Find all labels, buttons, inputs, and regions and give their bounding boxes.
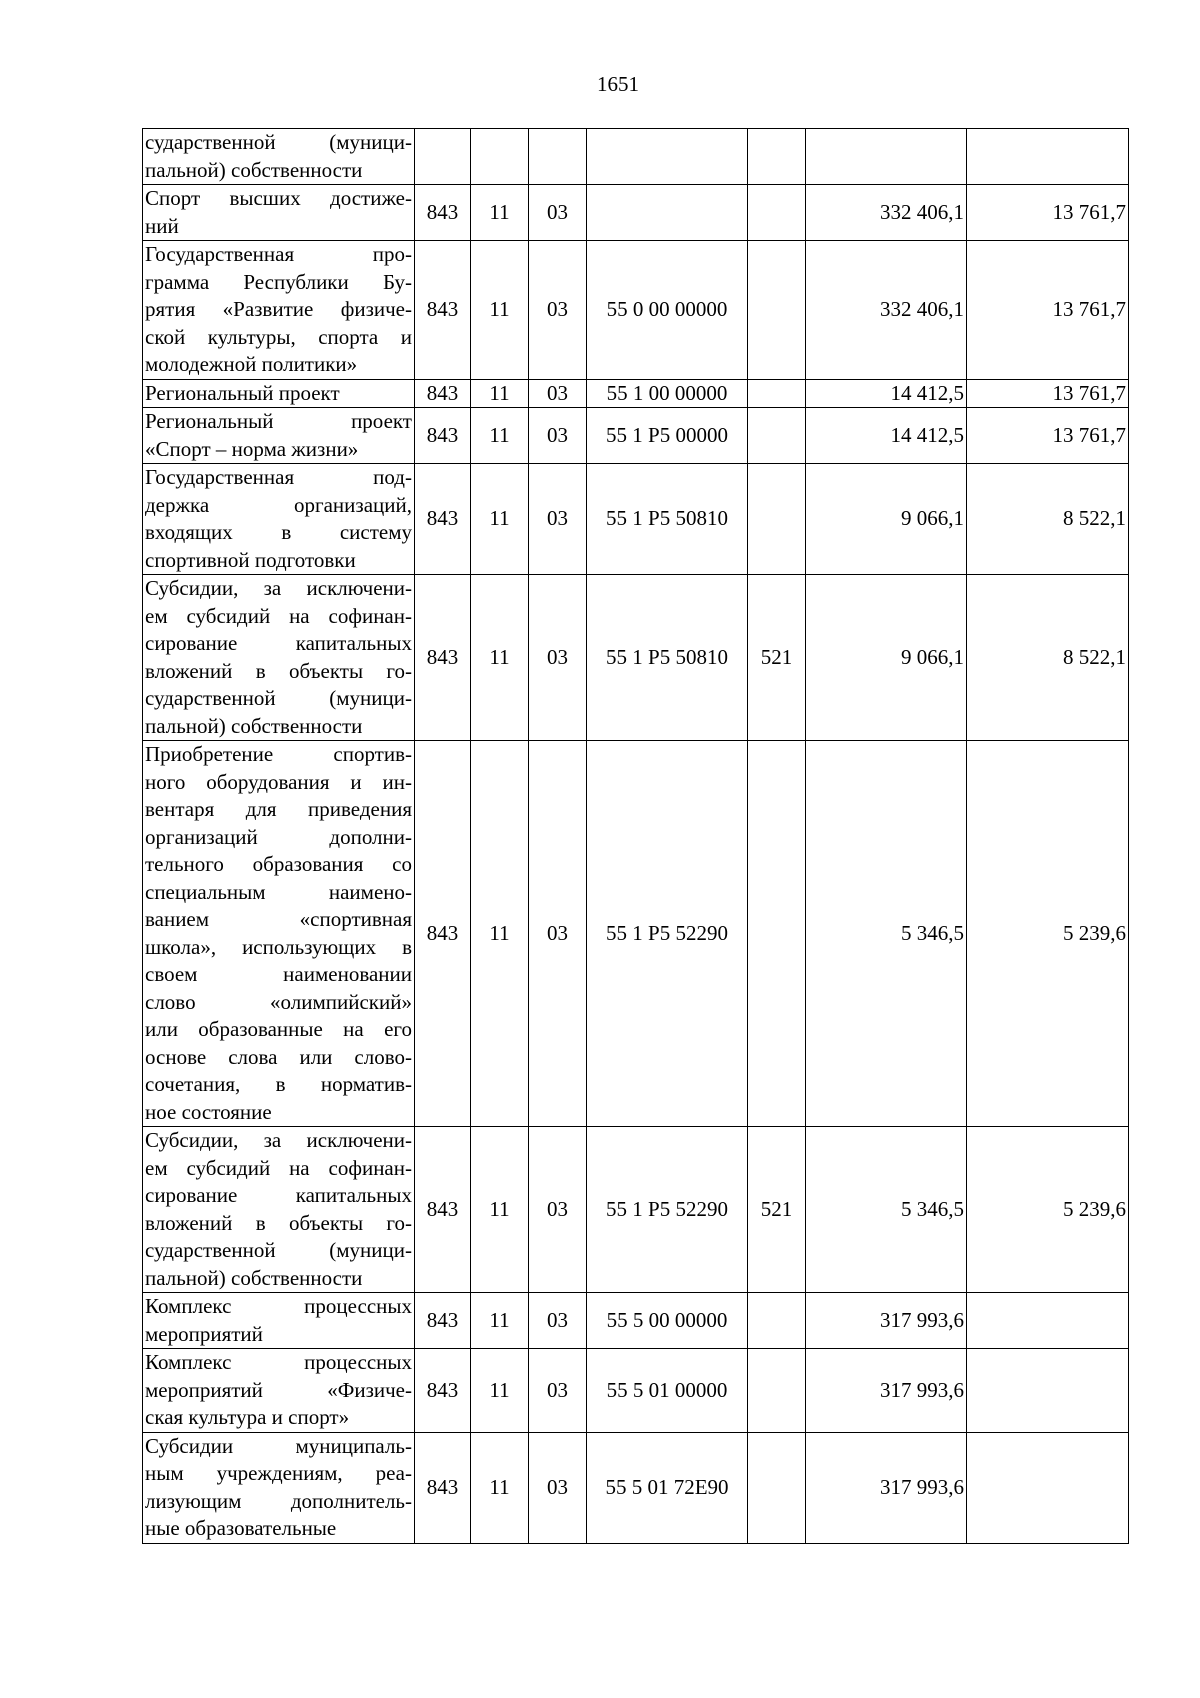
department-code-cell: 843 [415,408,471,464]
subsection-code-cell: 03 [529,575,587,741]
item-name-line: ным учреждениям, реа- [145,1461,412,1485]
item-name-cell [143,1293,415,1349]
item-name-line: вентаря для приведения [145,797,412,821]
item-name-line: Субсидии, за исключени- [145,576,412,600]
subsection-code-cell: 03 [529,1349,587,1433]
table-row [143,575,1129,741]
amount-year2-cell: 5 239,6 [967,1127,1129,1293]
item-name-line: Приобретение спортив- [145,742,412,766]
expense-type-cell [748,241,806,380]
target-article-cell: 55 1 P5 52290 [587,1127,748,1293]
amount-year1-cell: 9 066,1 [806,464,967,575]
table-row [143,1127,1129,1293]
target-article-cell: 55 5 01 00000 [587,1349,748,1433]
target-article-cell: 55 0 00 00000 [587,241,748,380]
expense-type-cell [748,408,806,464]
target-article-cell [587,185,748,241]
amount-year2-cell: 13 761,7 [967,241,1129,380]
item-name-line: ской культуры, спорта и [145,324,412,349]
section-code-cell: 11 [471,575,529,741]
item-name-line: ем субсидий на софинан- [145,603,412,628]
expense-type-cell [748,185,806,241]
section-code-cell: 11 [471,185,529,241]
section-code-cell: 11 [471,464,529,575]
expense-type-cell [748,1432,806,1543]
item-name-cell [143,464,415,575]
table-row [143,379,1129,408]
table-row [143,741,1129,1127]
target-article-cell: 55 1 P5 50810 [587,464,748,575]
item-name-cell [143,741,415,1127]
item-name-cell [143,1127,415,1293]
target-article-cell: 55 5 00 00000 [587,1293,748,1349]
item-name-line: сочетания, в норматив- [145,1072,412,1096]
budget-table-body [143,129,1129,1544]
amount-year2-cell: 13 761,7 [967,185,1129,241]
subsection-code-cell: 03 [529,241,587,380]
section-code-cell: 11 [471,741,529,1127]
item-name-line: спортивной подготовки [145,547,356,572]
item-name-cell [143,408,415,464]
amount-year1-cell: 317 993,6 [806,1293,967,1349]
page-number: 1651 [597,72,639,96]
table-row [143,408,1129,464]
target-article-cell [587,129,748,185]
item-name-line: молодежной политики» [145,352,358,376]
section-code-cell [471,129,529,185]
department-code-cell: 843 [415,1293,471,1349]
amount-year1-cell: 14 412,5 [806,408,967,464]
item-name-line: пальной) собственности [145,157,363,182]
item-name-line: сударственной (муници- [145,686,412,710]
subsection-code-cell: 03 [529,464,587,575]
department-code-cell [415,129,471,185]
subsection-code-cell: 03 [529,1127,587,1293]
department-code-cell: 843 [415,1127,471,1293]
item-name-line: грамма Республики Бу- [145,269,412,294]
item-name-line: ем субсидий на софинан- [145,1155,412,1180]
item-name-line: ные образовательные [145,1516,337,1540]
item-name-line: Региональный проект [145,380,340,405]
amount-year1-cell: 317 993,6 [806,1432,967,1543]
amount-year1-cell: 14 412,5 [806,379,967,408]
item-name-line: мероприятий [145,1321,263,1346]
expense-type-cell: 521 [748,575,806,741]
subsection-code-cell: 03 [529,1432,587,1543]
item-name-line: входящих в систему [145,520,412,544]
budget-table [142,128,1129,1544]
table-row [143,129,1129,185]
amount-year2-cell [967,1432,1129,1543]
item-name-line: вложений в объекты го- [145,658,412,683]
expense-type-cell [748,129,806,185]
item-name-line: Региональный проект [145,409,412,433]
department-code-cell: 843 [415,464,471,575]
amount-year1-cell: 5 346,5 [806,741,967,1127]
table-row [143,1293,1129,1349]
item-name-line: организаций дополни- [145,824,412,849]
item-name-line: пальной) собственности [145,1265,363,1290]
subsection-code-cell [529,129,587,185]
department-code-cell: 843 [415,575,471,741]
item-name-line: своем наименовании [145,962,412,986]
target-article-cell: 55 1 P5 50810 [587,575,748,741]
item-name-line: держка организаций, [145,492,412,517]
amount-year1-cell: 9 066,1 [806,575,967,741]
amount-year2-cell: 8 522,1 [967,575,1129,741]
section-code-cell: 11 [471,1432,529,1543]
item-name-line: ний [145,213,179,238]
table-row [143,1432,1129,1543]
amount-year2-cell: 13 761,7 [967,379,1129,408]
target-article-cell: 55 1 P5 00000 [587,408,748,464]
item-name-line: мероприятий «Физиче- [145,1377,412,1402]
expense-type-cell [748,1349,806,1433]
table-row [143,464,1129,575]
section-code-cell: 11 [471,1293,529,1349]
target-article-cell: 55 1 P5 52290 [587,741,748,1127]
amount-year2-cell: 5 239,6 [967,741,1129,1127]
item-name-cell [143,575,415,741]
item-name-line: ская культура и спорт» [145,1405,350,1429]
amount-year2-cell: 8 522,1 [967,464,1129,575]
item-name-line: вложений в объекты го- [145,1210,412,1235]
expense-type-cell: 521 [748,1127,806,1293]
amount-year1-cell: 5 346,5 [806,1127,967,1293]
target-article-cell: 55 1 00 00000 [587,379,748,408]
expense-type-cell [748,464,806,575]
amount-year1-cell: 317 993,6 [806,1349,967,1433]
subsection-code-cell: 03 [529,379,587,408]
item-name-line: тельного образования со [145,852,412,876]
subsection-code-cell: 03 [529,741,587,1127]
section-code-cell: 11 [471,408,529,464]
table-row [143,241,1129,380]
item-name-cell [143,241,415,380]
item-name-cell [143,129,415,185]
item-name-line: сирование капитальных [145,631,412,655]
item-name-line: Государственная под- [145,465,412,489]
item-name-line: Комплекс процессных [145,1294,412,1318]
item-name-line: Субсидии, за исключени- [145,1128,412,1152]
item-name-line: Государственная про- [145,242,412,266]
subsection-code-cell: 03 [529,1293,587,1349]
item-name-cell [143,185,415,241]
item-name-cell [143,1432,415,1543]
item-name-line: ного оборудования и ин- [145,769,412,794]
item-name-line: пальной) собственности [145,713,363,738]
amount-year2-cell [967,1349,1129,1433]
department-code-cell: 843 [415,379,471,408]
item-name-line: сударственной (муници- [145,1238,412,1262]
section-code-cell: 11 [471,1127,529,1293]
item-name-line: лизующим дополнитель- [145,1488,412,1513]
item-name-line: специальным наимено- [145,879,412,904]
item-name-line: рятия «Развитие физиче- [145,297,412,321]
target-article-cell: 55 5 01 72E90 [587,1432,748,1543]
department-code-cell: 843 [415,1349,471,1433]
expense-type-cell [748,741,806,1127]
section-code-cell: 11 [471,379,529,408]
department-code-cell: 843 [415,1432,471,1543]
item-name-line: Субсидии муниципаль- [145,1433,412,1458]
expense-type-cell [748,1293,806,1349]
item-name-line: школа», использующих в [145,934,412,959]
amount-year2-cell: 13 761,7 [967,408,1129,464]
item-name-line: «Спорт – норма жизни» [145,436,359,461]
subsection-code-cell: 03 [529,185,587,241]
department-code-cell: 843 [415,741,471,1127]
item-name-line: слово «олимпийский» [145,989,412,1014]
subsection-code-cell: 03 [529,408,587,464]
item-name-line: или образованные на его [145,1017,412,1041]
amount-year1-cell [806,129,967,185]
expense-type-cell [748,379,806,408]
department-code-cell: 843 [415,185,471,241]
table-row [143,1349,1129,1433]
amount-year2-cell [967,1293,1129,1349]
item-name-cell [143,1349,415,1433]
amount-year1-cell: 332 406,1 [806,241,967,380]
item-name-line: ное состояние [145,1099,272,1124]
section-code-cell: 11 [471,1349,529,1433]
department-code-cell: 843 [415,241,471,380]
item-name-line: основе слова или слово- [145,1044,412,1069]
item-name-line: сударственной (муници- [145,130,412,154]
item-name-line: Спорт высших достиже- [145,186,412,210]
item-name-line: ванием «спортивная [145,907,412,931]
amount-year2-cell [967,129,1129,185]
item-name-cell [143,379,415,408]
section-code-cell: 11 [471,241,529,380]
item-name-line: Комплекс процессных [145,1350,412,1374]
amount-year1-cell: 332 406,1 [806,185,967,241]
table-row [143,185,1129,241]
item-name-line: сирование капитальных [145,1183,412,1207]
